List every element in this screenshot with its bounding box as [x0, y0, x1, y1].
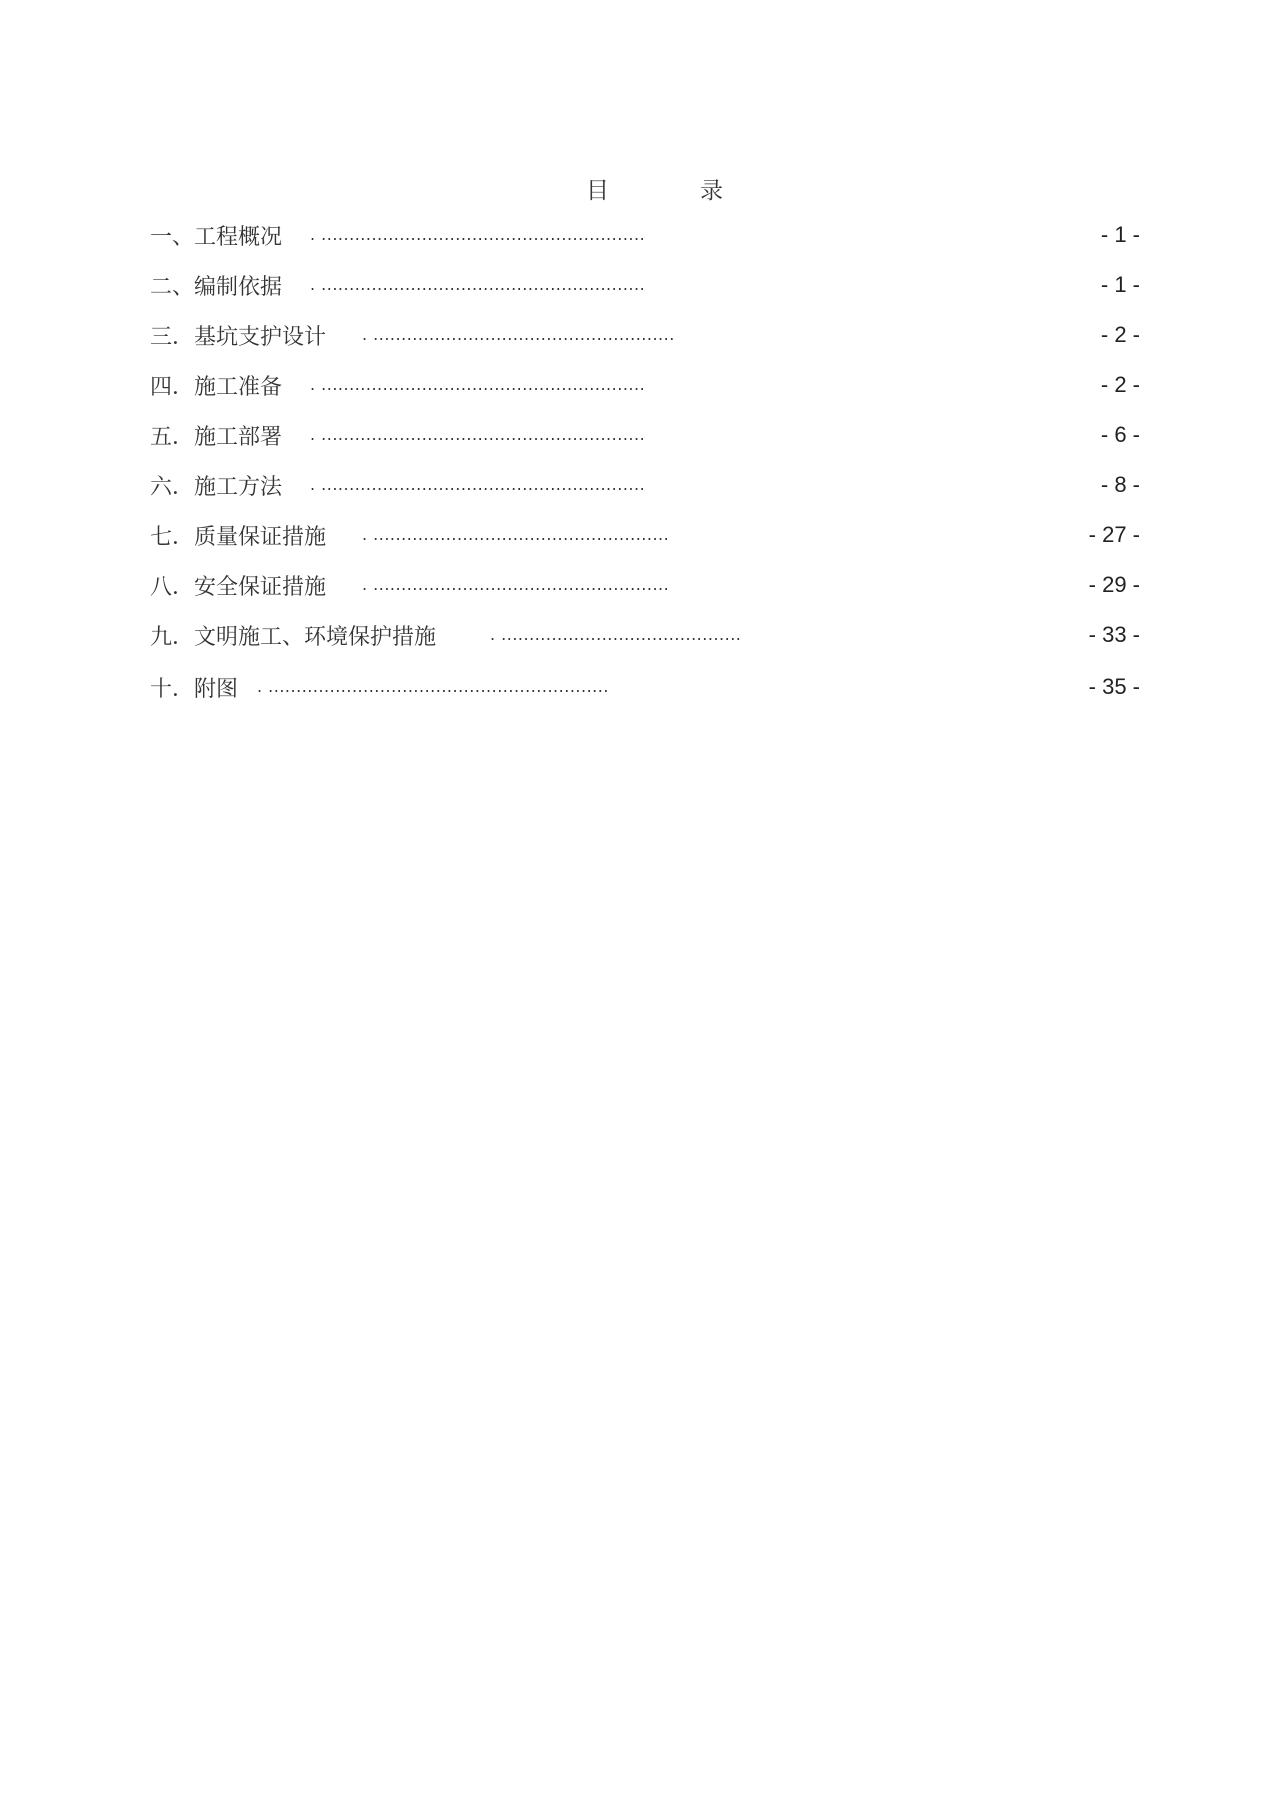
toc-entry[interactable]: [150, 422, 1140, 454]
toc-entry-leader: . .............................................................: [257, 677, 609, 696]
toc-entry[interactable]: [150, 674, 1140, 706]
toc-entry-leader: . .....................................................: [362, 525, 670, 544]
toc-entry[interactable]: [150, 472, 1140, 504]
toc-entry-leader: . ..........................................................: [310, 475, 646, 494]
toc-entry-leader: . ...........................................: [490, 625, 742, 644]
toc-entry-label: 七．质量保证措施: [150, 525, 327, 550]
toc-entry-page: - 29 -: [1088, 572, 1140, 597]
toc-entry[interactable]: [150, 322, 1140, 354]
toc-entry-label: 八．安全保证措施: [150, 575, 327, 600]
toc-entry-page: - 8 -: [1100, 472, 1140, 497]
toc-entry[interactable]: [150, 272, 1140, 304]
toc-entry-label: 九．文明施工、环境保护措施: [150, 625, 437, 650]
toc-entry-label: 六．施工方法: [150, 475, 283, 500]
toc-entry-label: 二、编制依据: [150, 275, 283, 300]
toc-title-char-2: 录: [700, 178, 723, 204]
toc-entry-page: - 27 -: [1088, 522, 1140, 547]
toc-entry-leader: . ..........................................................: [310, 275, 646, 294]
toc-entry-label: 四．施工准备: [150, 375, 283, 400]
toc-entry-label: 三．基坑支护设计: [150, 325, 327, 350]
toc-entry-page: - 1 -: [1100, 222, 1140, 247]
toc-title-char-1: 目: [586, 178, 609, 204]
toc-entry-page: - 33 -: [1088, 622, 1140, 647]
toc-entry[interactable]: [150, 572, 1140, 604]
toc-entry-leader: . .....................................................: [362, 575, 670, 594]
toc-entry[interactable]: [150, 222, 1140, 254]
toc-entry-page: - 6 -: [1100, 422, 1140, 447]
toc-entry[interactable]: [150, 622, 1140, 654]
toc-entry[interactable]: [150, 522, 1140, 554]
toc-entry-page: - 2 -: [1100, 372, 1140, 397]
toc-entry-leader: . ..........................................................: [310, 225, 646, 244]
toc-entry-label: 五．施工部署: [150, 425, 283, 450]
toc-entry-label: 一、工程概况: [150, 225, 283, 250]
toc-entry-page: - 1 -: [1100, 272, 1140, 297]
toc-entry-page: - 35 -: [1088, 674, 1140, 699]
toc-entry-label: 十．附图: [150, 677, 239, 702]
toc-entry-leader: . ..........................................................: [310, 425, 646, 444]
toc-entry-page: - 2 -: [1100, 322, 1140, 347]
toc-entry[interactable]: [150, 372, 1140, 404]
toc-entry-leader: . ......................................................: [362, 325, 675, 344]
toc-entry-leader: . ..........................................................: [310, 375, 646, 394]
